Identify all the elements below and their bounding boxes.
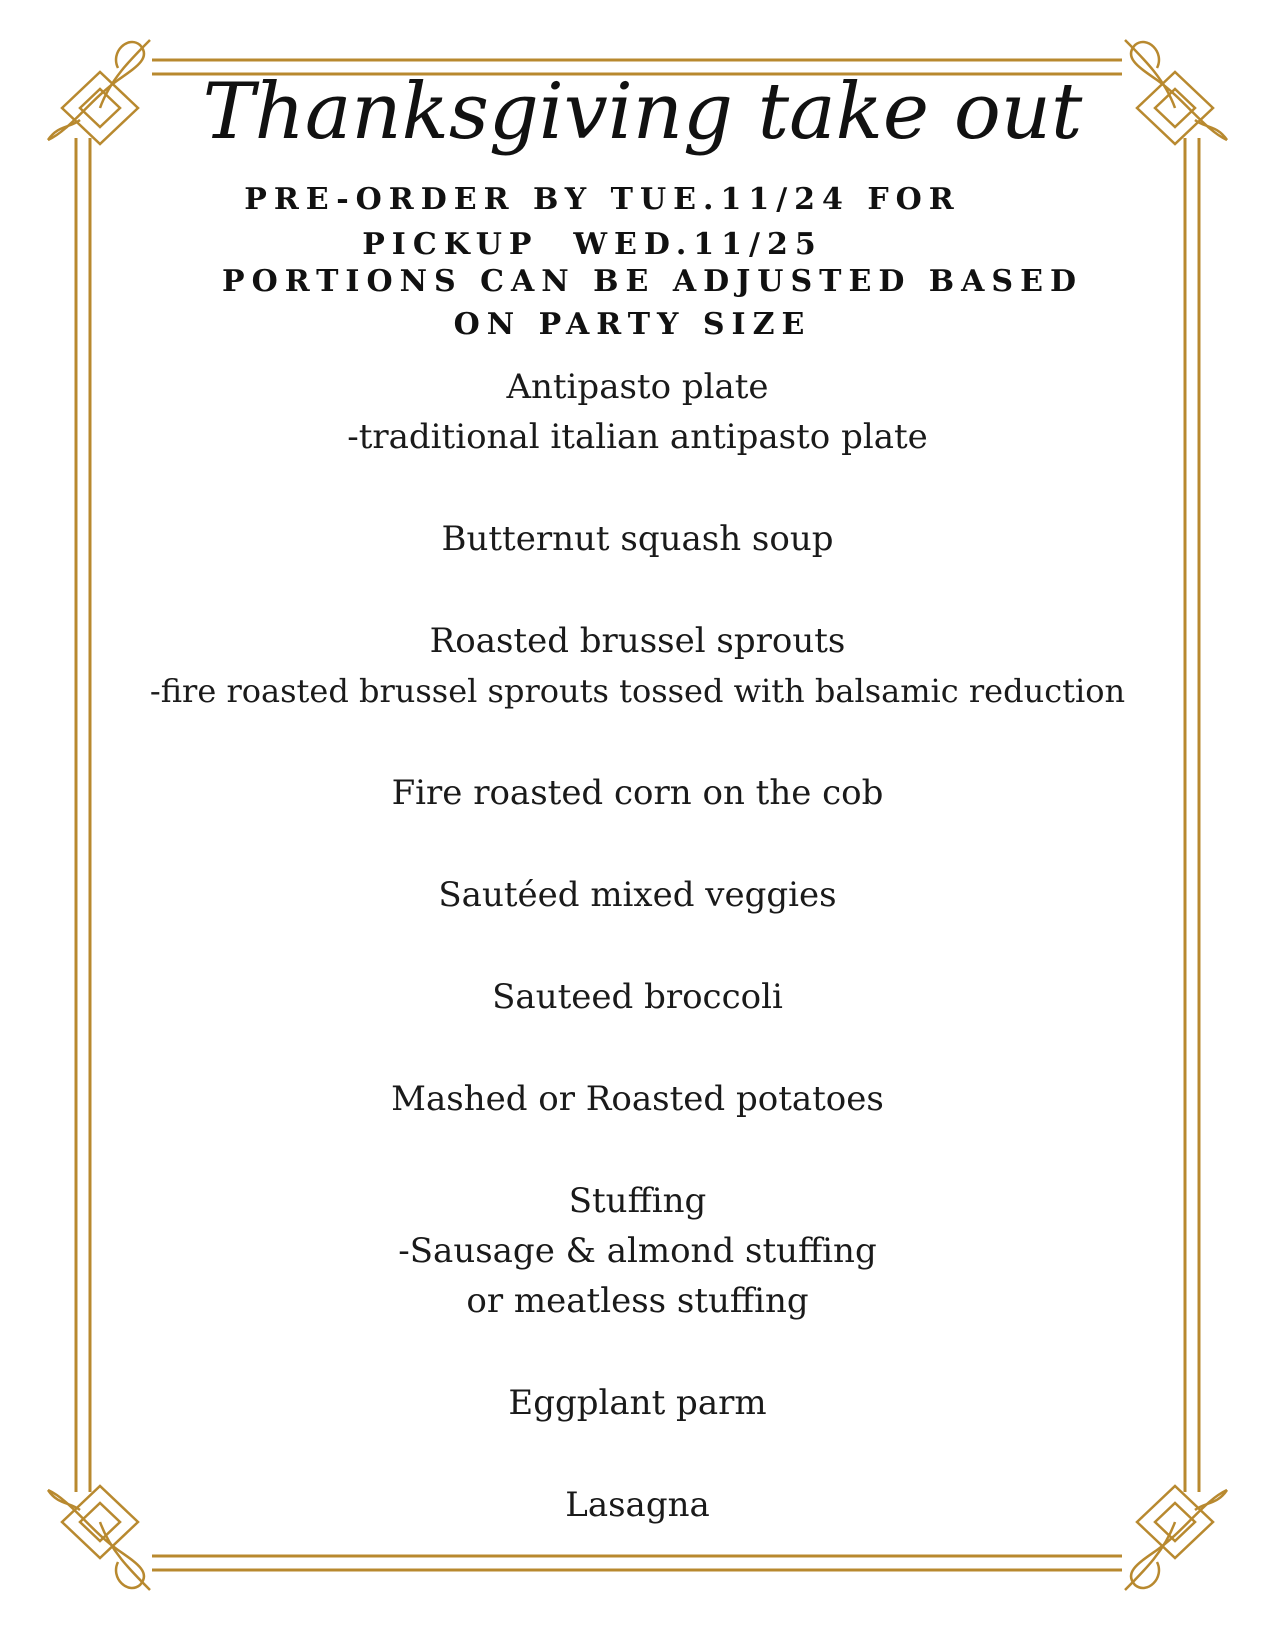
menu-item-corn <box>0 768 1275 818</box>
menu-item-name: Sautéed mixed veggies <box>438 875 837 915</box>
menu-item-name: Butternut squash soup <box>441 519 834 559</box>
menu-title: Thanksgiving take out <box>202 67 1083 157</box>
portions-line-2: ON PARTY SIZE <box>453 307 812 342</box>
menu-item-description: -fire roasted brussel sprouts tossed with balsamic reduction <box>149 672 1126 710</box>
menu-item-name: Stuffing <box>568 1181 707 1221</box>
portions-line-1: PORTIONS CAN BE ADJUSTED BASED <box>222 264 1083 299</box>
menu-item-name: Antipasto plate <box>506 367 769 407</box>
menu-item-name: Mashed or Roasted potatoes <box>391 1079 884 1119</box>
menu-item-brussel-sprouts <box>0 616 1275 716</box>
menu-list <box>0 362 1275 1530</box>
menu-item-name: Lasagna <box>565 1485 710 1525</box>
menu-item-stuffing <box>0 1176 1275 1326</box>
menu-item-description-alt: or meatless stuffing <box>466 1281 809 1321</box>
menu-item-antipasto <box>0 362 1275 462</box>
menu-item-name: Roasted brussel sprouts <box>429 621 846 661</box>
preorder-line-2: PICKUP WED.11/25 <box>362 227 823 262</box>
menu-item-name: Fire roasted corn on the cob <box>391 773 884 813</box>
menu-item-name: Eggplant parm <box>508 1383 767 1423</box>
menu-item-broccoli <box>0 972 1275 1022</box>
preorder-line-1: PRE-ORDER BY TUE.11/24 FOR <box>244 182 961 217</box>
menu-item-description: -traditional italian antipasto plate <box>347 417 928 457</box>
menu-item-description: -Sausage & almond stuffing <box>398 1231 877 1271</box>
menu-item-lasagna <box>0 1480 1275 1530</box>
menu-item-mixed-veggies <box>0 870 1275 920</box>
menu-item-name: Sauteed broccoli <box>492 977 783 1017</box>
menu-item-potatoes <box>0 1074 1275 1124</box>
menu-item-butternut-soup <box>0 514 1275 564</box>
menu-item-eggplant-parm <box>0 1378 1275 1428</box>
